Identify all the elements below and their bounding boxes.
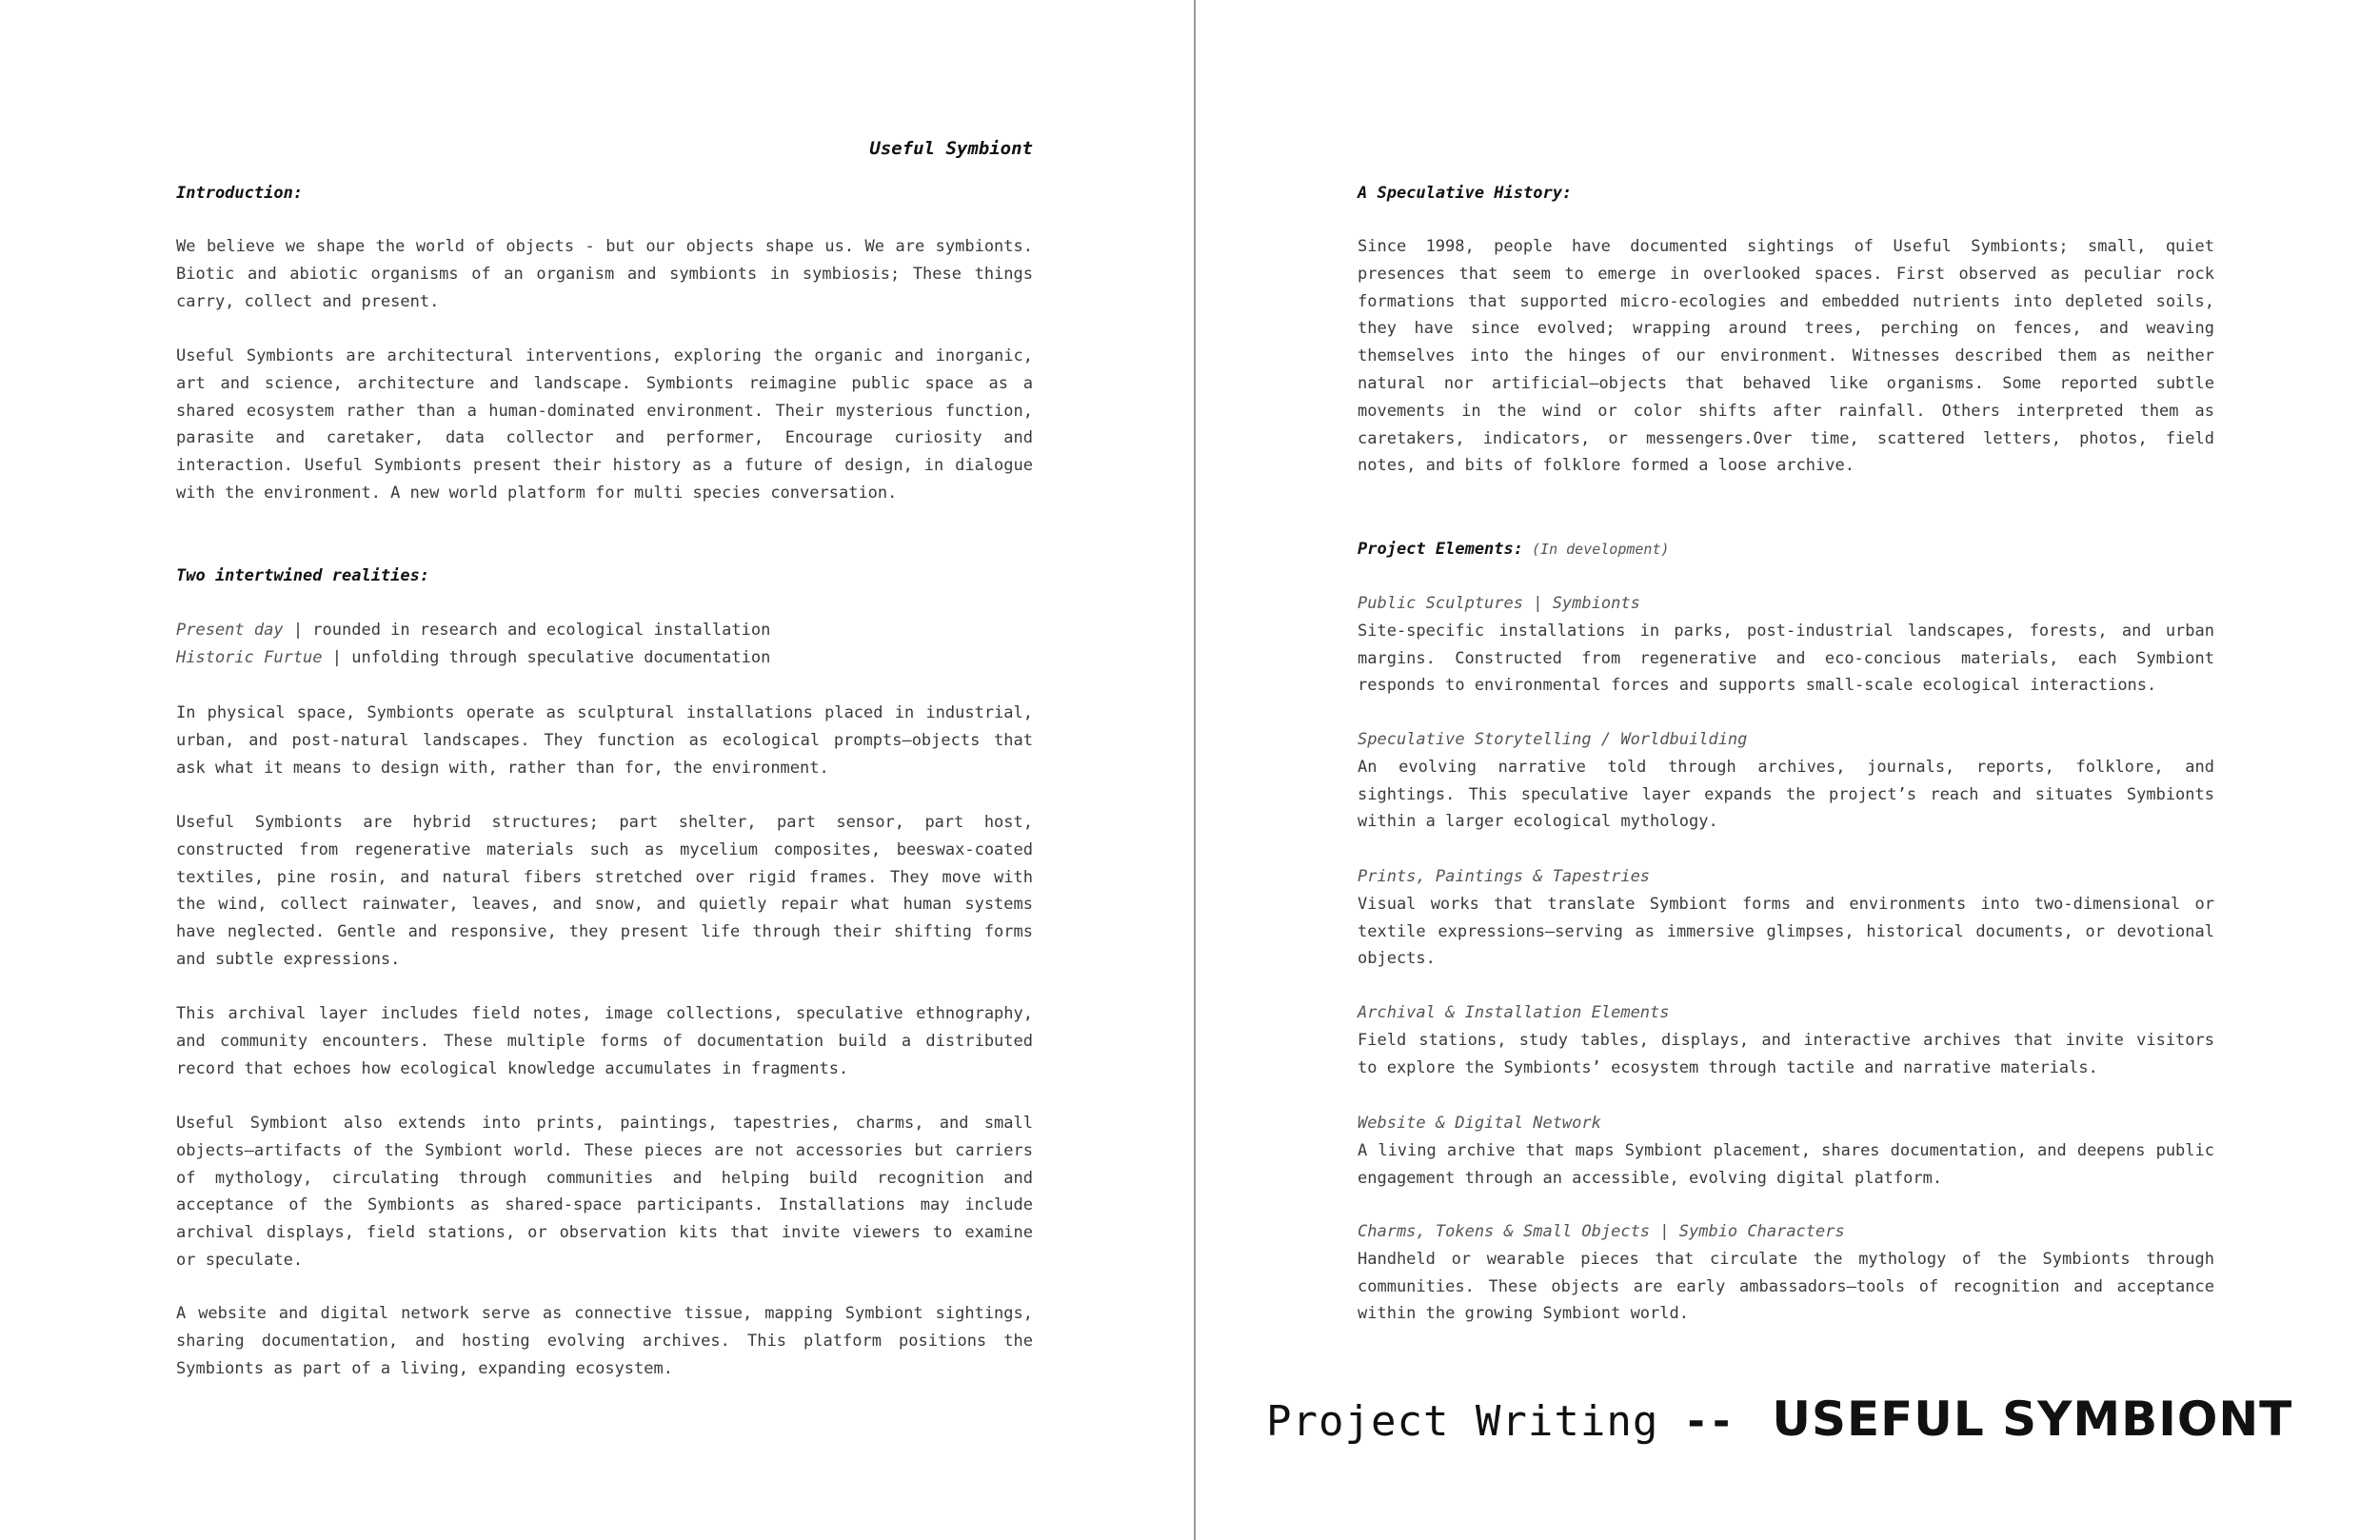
website-paragraph	[176, 1300, 1033, 1382]
intro-paragraph-2	[176, 343, 1033, 507]
project-elements-note: (In development)	[1523, 541, 1670, 558]
element-title: Archival & Installation Elements	[1358, 1003, 1670, 1022]
reality-historic	[176, 644, 1033, 672]
page-divider	[1194, 0, 1196, 1540]
element-website-network	[1358, 1110, 2214, 1192]
physical-space-paragraph	[176, 700, 1033, 781]
element-text: Field stations, study tables, displays, and interactive archives that invite visitors to explore the Symbionts’ ecosystem through tactile and narrative materials.	[1358, 1030, 2214, 1077]
hybrid-structures-text: Useful Symbionts are hybrid structures; part shelter, part sensor, part host, constructed from regenerative materials such as mycelium composites, beeswax-coated textiles, pine rosin, and natural fibers stretched over rigid frames. They move with the wind, collect rainwater, leaves, and snow, and quietly repair what human systems have neglected. Gentle and responsive, they present life through their shifting forms and subtle expressions.	[176, 813, 1033, 969]
project-footer	[1266, 1392, 2292, 1447]
prints-text: Useful Symbiont also extends into prints, paintings, tapestries, charms, and small objects—artifacts of the Symbiont world. These pieces are not accessories but carriers of mythology, circulating through communities and helping build recognition and acceptance of the Symbionts as shared-space participants. Installations may include archival displays, field stations, or observation kits that invite viewers to examine or speculate.	[176, 1114, 1033, 1270]
element-storytelling	[1358, 726, 2214, 836]
intro-paragraph-2-text: Useful Symbionts are architectural interventions, exploring the organic and inorganic, art and science, architecture and landscape. Symbionts reimagine public space as a shared ecosystem rather than a human-dominated environment. Their mysterious function, parasite and caretaker, data collector and performer, Encourage curiosity and interaction. Useful Symbionts present their history as a future of design, in dialogue with the environment. A new world platform for multi species conversation.	[176, 346, 1033, 503]
realities-list	[176, 617, 1033, 672]
footer-separator: --	[1683, 1397, 1735, 1446]
archival-layer-paragraph	[176, 1000, 1033, 1082]
hybrid-structures-paragraph	[176, 809, 1033, 974]
speculative-history-text: Since 1998, people have documented sightings of Useful Symbionts; small, quiet presences that seem to emerge in overlooked spaces. First observed as peculiar rock formations that supported micro-ecologies and embedded nutrients into depleted soils, they have since evolved; wrapping around trees, perching on fences, and weaving themselves into the hinges of our environment. Witnesses described them as neither natural nor artificial—objects that behaved like organisms. Some reported subtle movements in the wind or color shifts after rainfall. Others interpreted them as caretakers, indicators, or messengers.Over time, scattered letters, photos, field notes, and bits of folklore formed a loose archive.	[1358, 237, 2214, 476]
element-title: Prints, Paintings & Tapestries	[1358, 867, 1651, 886]
element-text: Handheld or wearable pieces that circulate the mythology of the Symbionts through communities. These objects are early ambassadors—tools of recognition and acceptance within the growing Symbiont world.	[1358, 1249, 2214, 1324]
reality-present	[176, 617, 1033, 644]
element-public-sculptures	[1358, 590, 2214, 700]
project-elements-title: Project Elements:	[1358, 540, 1523, 559]
element-title: Speculative Storytelling / Worldbuilding	[1358, 730, 1748, 749]
speculative-history-heading: A Speculative History:	[1358, 184, 1573, 203]
prints-paragraph	[176, 1110, 1033, 1274]
speculative-history-paragraph	[1358, 233, 2214, 480]
website-text: A website and digital network serve as connective tissue, mapping Symbiont sightings, sharing documentation, and hosting evolving archives. This platform positions the Symbionts as part of a living, expanding ecosystem.	[176, 1304, 1033, 1378]
element-text: Site-specific installations in parks, post-industrial landscapes, forests, and urban margins. Constructed from regenerative and eco-concious materials, each Symbiont responds to environmental forces and supports small-scale ecological interactions.	[1358, 621, 2214, 696]
element-text: Visual works that translate Symbiont forms and environments into two-dimensional or textile expressions—serving as immersive glimpses, historical documents, or devotional objects.	[1358, 894, 2214, 969]
element-title: Charms, Tokens & Small Objects | Symbio Characters	[1358, 1222, 1845, 1241]
reality-historic-text: | unfolding through speculative documentation	[322, 647, 771, 667]
element-prints-paintings	[1358, 863, 2214, 973]
reality-historic-label: Historic Furtue	[176, 647, 323, 667]
element-text: A living archive that maps Symbiont placement, shares documentation, and deepens public engagement through an accessible, evolving digital platform.	[1358, 1140, 2214, 1188]
element-title: Website & Digital Network	[1358, 1114, 1601, 1133]
element-archival-installation	[1358, 999, 2214, 1081]
intro-paragraph-1	[176, 233, 1033, 315]
footer-brand: USEFUL SYMBIONT	[1772, 1392, 2293, 1447]
physical-space-text: In physical space, Symbionts operate as sculptural installations placed in industrial, urban, and post-natural landscapes. They function as ecological prompts—objects that ask what it means to design with, rather than for, the environment.	[176, 703, 1033, 778]
element-title: Public Sculptures | Symbionts	[1358, 594, 1640, 613]
footer-label: Project Writing	[1266, 1397, 1659, 1446]
introduction-heading: Introduction:	[176, 184, 304, 203]
project-elements-heading	[1358, 540, 1670, 559]
reality-present-text: | rounded in research and ecological installation	[283, 621, 771, 640]
element-charms-tokens	[1358, 1218, 2214, 1328]
intro-paragraph-1-text: We believe we shape the world of objects - but our objects shape us. We are symbionts. Biotic and abiotic organisms of an organism and symbionts in symbiosis; These things carry, collect and present.	[176, 237, 1033, 311]
realities-heading: Two intertwined realities:	[176, 566, 430, 585]
reality-present-label: Present day	[176, 621, 284, 640]
document-title: Useful Symbiont	[869, 138, 1033, 159]
archival-layer-text: This archival layer includes field notes, image collections, speculative ethnography, and community encounters. These multiple forms of documentation build a distributed record that echoes how ecological knowledge accumulates in fragments.	[176, 1004, 1033, 1078]
element-text: An evolving narrative told through archives, journals, reports, folklore, and sightings. This speculative layer expands the project’s reach and situates Symbionts within a larger ecological mythology.	[1358, 757, 2214, 832]
